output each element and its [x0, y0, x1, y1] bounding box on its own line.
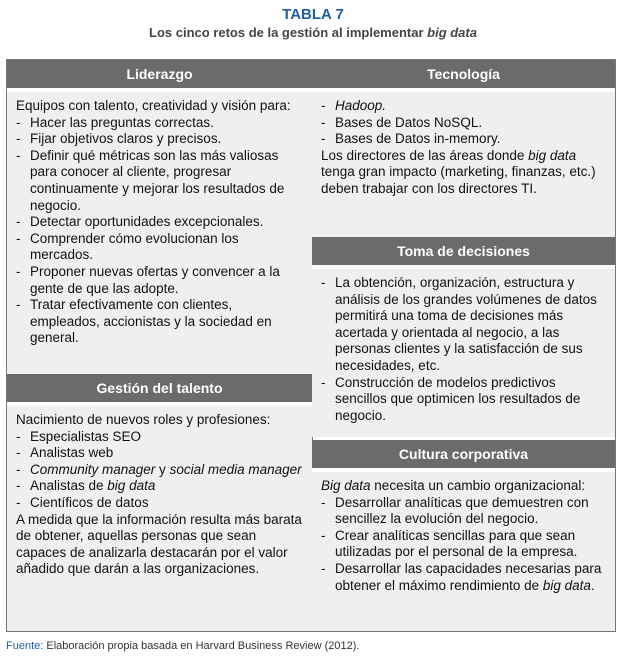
right-column: [312, 60, 615, 631]
text: Los directores de las áreas donde: [321, 147, 529, 163]
cultura-cell: [312, 472, 615, 631]
footnote-label: Fuente:: [6, 640, 44, 652]
cultura-list: [321, 495, 607, 595]
list-item: - Especialistas SEO: [16, 429, 304, 446]
left-column: [7, 60, 313, 631]
list-item: - Definir qué métricas son las más valiosas para conocer al cliente, progresar continuamente y mejorar los resultados de negocio.: [16, 148, 304, 214]
talento-heading: Gestión del talento: [7, 374, 312, 402]
list-item: - Desarrollar analíticas que demuestren con sencillez la evolución del negocio.: [321, 495, 607, 528]
liderazgo-cell: [7, 92, 312, 374]
list-item: - Proponer nuevas ofertas y convencer a la gente de que las adopte.: [16, 264, 304, 297]
list-item: - Comprender cómo evolucionan los mercados.: [16, 231, 304, 264]
tecnologia-paragraph: [321, 148, 607, 198]
cultura-intro: [321, 478, 607, 495]
list-item: - Analistas web: [16, 445, 304, 462]
list-item: [16, 462, 304, 479]
table-subtitle: [0, 25, 626, 40]
liderazgo-intro: Equipos con talento, creatividad y visión para:: [16, 98, 291, 113]
talento-list: [16, 429, 304, 512]
text: .: [590, 577, 595, 593]
list-item: [321, 561, 607, 594]
list-item: [321, 98, 607, 115]
decisiones-list: [321, 275, 607, 424]
list-item: - Tratar efectivamente con clientes, empleados, accionistas y la sociedad en general.: [16, 297, 304, 347]
talento-cell: [7, 406, 312, 631]
list-item: - Crear analíticas sencillas para que sean utilizadas por el personal de la empresa.: [321, 528, 607, 561]
challenges-table: [6, 59, 616, 632]
text-emphasis: Big data: [321, 478, 371, 493]
liderazgo-list: [16, 115, 304, 347]
liderazgo-heading: Liderazgo: [7, 60, 312, 88]
list-item: - Detectar oportunidades excepcionales.: [16, 214, 304, 231]
text: tenga gran impacto (marketing, finanzas, etc.) deben trabajar con los directores TI.: [321, 164, 596, 196]
text-emphasis: big data: [107, 478, 156, 494]
subtitle-emphasis: big data: [427, 25, 477, 40]
tecnologia-cell: [312, 92, 615, 237]
source-footnote: [6, 640, 359, 652]
subtitle-text: Los cinco retos de la gestión al implementar: [149, 25, 428, 40]
footnote-text: Elaboración propia basada en Harvard Business Review (2012).: [43, 640, 360, 652]
talento-closing: A medida que la información resulta más barata de obtener, aquellas personas que sean capaces de analizarla destacarán por el valor añadido que darán a las organizaciones.: [16, 511, 302, 577]
decisiones-cell: [312, 269, 615, 437]
tecnologia-heading: Tecnología: [312, 60, 615, 88]
tecnologia-list: [321, 98, 607, 148]
list-item: - Fijar objetivos claros y precisos.: [16, 131, 304, 148]
text: y: [155, 461, 170, 477]
talento-intro: Nacimiento de nuevos roles y profesiones:: [16, 412, 271, 427]
text-emphasis: big data: [528, 147, 577, 163]
text-emphasis: big data: [542, 577, 591, 593]
text: Analistas de: [30, 478, 108, 494]
list-item: - Bases de Datos in-memory.: [321, 131, 607, 148]
list-item: - Científicos de datos: [16, 495, 304, 512]
list-item: - La obtención, organización, estructura y análisis de los grandes volúmenes de datos permitirá una toma de decisiones más acertada y orientada al negocio, a las personas clientes y la satisfacción de sus necesidades, etc.: [321, 275, 607, 375]
list-item: - Construcción de modelos predictivos sencillos que optimicen los resultados de negocio.: [321, 375, 607, 425]
list-item: - Bases de Datos NoSQL.: [321, 115, 607, 132]
decisiones-heading: Toma de decisiones: [312, 237, 615, 265]
text: Desarrollar las capacidades necesarias para obtener el máximo rendimiento de: [335, 560, 602, 593]
text: necesita un cambio organizacional:: [370, 478, 586, 493]
text-emphasis: Community manager: [30, 461, 156, 477]
table-title: TABLA 7: [282, 6, 344, 23]
text-emphasis: social media manager: [169, 461, 302, 477]
list-item: [16, 478, 304, 495]
list-item: - Hacer las preguntas correctas.: [16, 115, 304, 132]
cultura-heading: Cultura corporativa: [312, 440, 615, 468]
text-emphasis: Hadoop.: [335, 98, 387, 113]
